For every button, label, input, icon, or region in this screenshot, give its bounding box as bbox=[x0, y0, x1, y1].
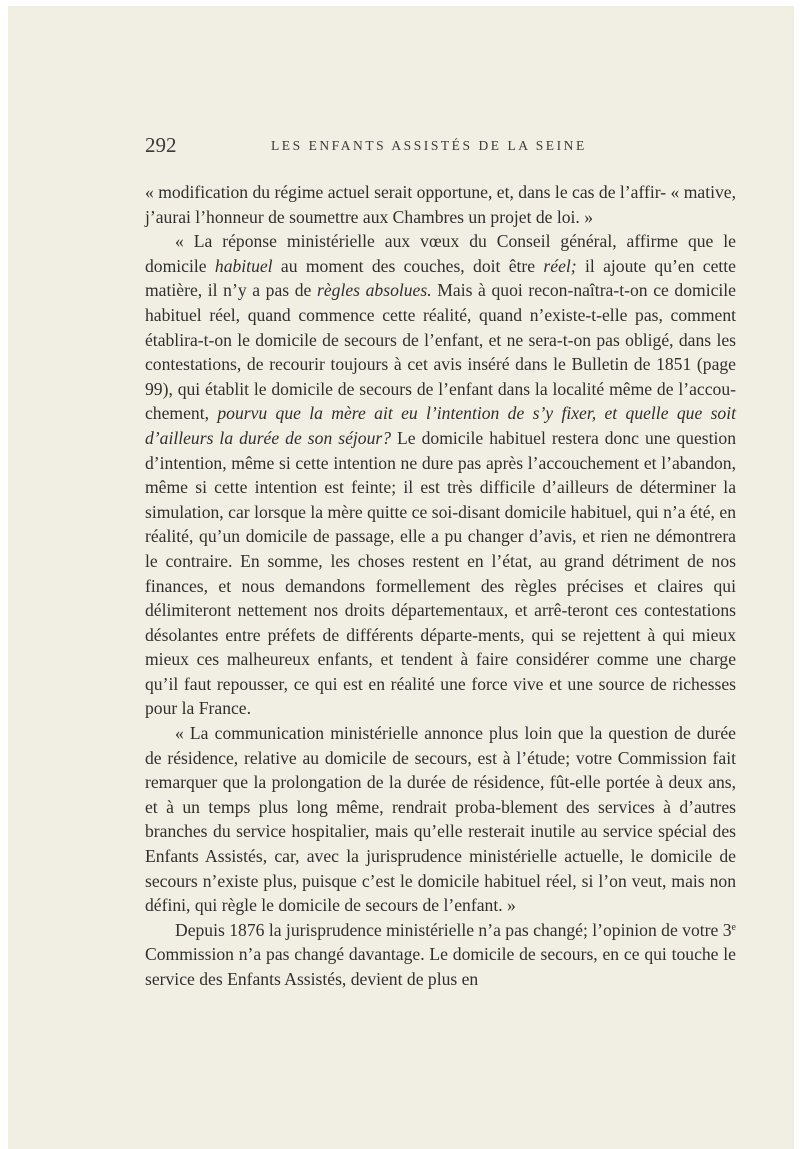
italic-segment: réel; bbox=[543, 255, 577, 276]
text-segment: il ajoute qu’en cette matière, il n’y a pas de bbox=[145, 255, 736, 301]
body-text bbox=[145, 180, 736, 992]
page-number: 292 bbox=[145, 133, 177, 157]
text-segment: « La réponse ministérielle aux vœux du Conseil général, affirme que le domicile bbox=[145, 231, 736, 276]
italic-segment: pourvu que la mère ait eu l’intention de s’y fixer, et quelle que soit d’ailleurs la durée de son séjour? bbox=[145, 403, 737, 448]
text-segment: « modification du régime actuel serait opportune, et, dans le cas de l’affir- « mative, j’aurai l’honneur de soumettre aux Chambres un projet de loi. » bbox=[145, 182, 736, 227]
paragraph-4 bbox=[145, 918, 736, 992]
text-segment: Commission n’a pas changé davantage. Le domicile de secours, en ce qui touche le service des Enfants Assistés, devient de plus en bbox=[145, 944, 736, 989]
text-segment: Depuis 1876 la jurisprudence ministérielle n’a pas changé; l’opinion de votre 3 bbox=[175, 919, 732, 940]
italic-segment: habituel bbox=[214, 255, 273, 276]
italic-segment: règles absolues. bbox=[317, 280, 432, 301]
paragraph-2 bbox=[145, 229, 736, 721]
text-segment: au moment des couches, doit être bbox=[272, 255, 544, 276]
page-header bbox=[145, 133, 739, 163]
book-page bbox=[8, 6, 794, 1149]
superscript-segment: e bbox=[731, 921, 736, 933]
text-segment: « La communication ministérielle annonce plus loin que la question de durée de résidence, relative au domicile de secours, est à l’étude; votre Commission fait remarquer que la prolongation de la durée de résidence, fût-elle portée à deux ans, et à un temps plus long même, rendrait proba-blement des services à d’autres branches du service hospitalier, mais qu’elle resterait inutile au service spécial des Enfants Assistés, car, avec la jurisprudence ministérielle actuelle, le domicile de secours n’existe plus, puisque c’est le domicile habituel réel, si l’on veut, mais non défini, qui règle le domicile de secours de l’enfant. » bbox=[145, 723, 736, 916]
paragraph-3 bbox=[145, 721, 736, 918]
text-segment: Le domicile habituel restera donc une question d’intention, même si cette intention ne dure pas après l’accouchement et l’abandon, même si cette intention est feinte; il est très difficile d’ailleurs de déterminer la simulation, car lorsque la mère quitte ce soi-disant domicile habituel, qui n’a été, en réalité, qu’un domicile de passage, elle a pu changer d’avis, et rien ne démontrera le contraire. En somme, les choses restent en l’état, au grand détriment de nos finances, et nous demandons formellement des règles précises et claires qui délimiteront nettement nos droits départementaux, et arrê-teront ces contestations désolantes entre préfets de différents départe-ments, qui se rejettent à qui mieux mieux ces malheureux enfants, et tendent à faire considérer comme une charge qu’il faut repousser, ce qui est en réalité une force vive et une source de richesses pour la France. bbox=[145, 427, 737, 719]
text-segment: Mais à quoi recon-naîtra-t-on ce domicile habituel réel, quand commence cette réalité, quand n’existe-t-elle pas, comment établira-t-on le domicile de secours de l’enfant, et ne sera-t-on pas obligé, dans les contestations, de recourir toujours à cet avis inséré dans le Bulletin de 1851 (page 99), qui établit le domicile de secours de l’enfant dans la localité même de l’accou-chement, bbox=[145, 280, 736, 424]
paragraph-1 bbox=[145, 180, 736, 229]
running-title: LES ENFANTS ASSISTÉS DE LA SEINE bbox=[271, 138, 587, 153]
